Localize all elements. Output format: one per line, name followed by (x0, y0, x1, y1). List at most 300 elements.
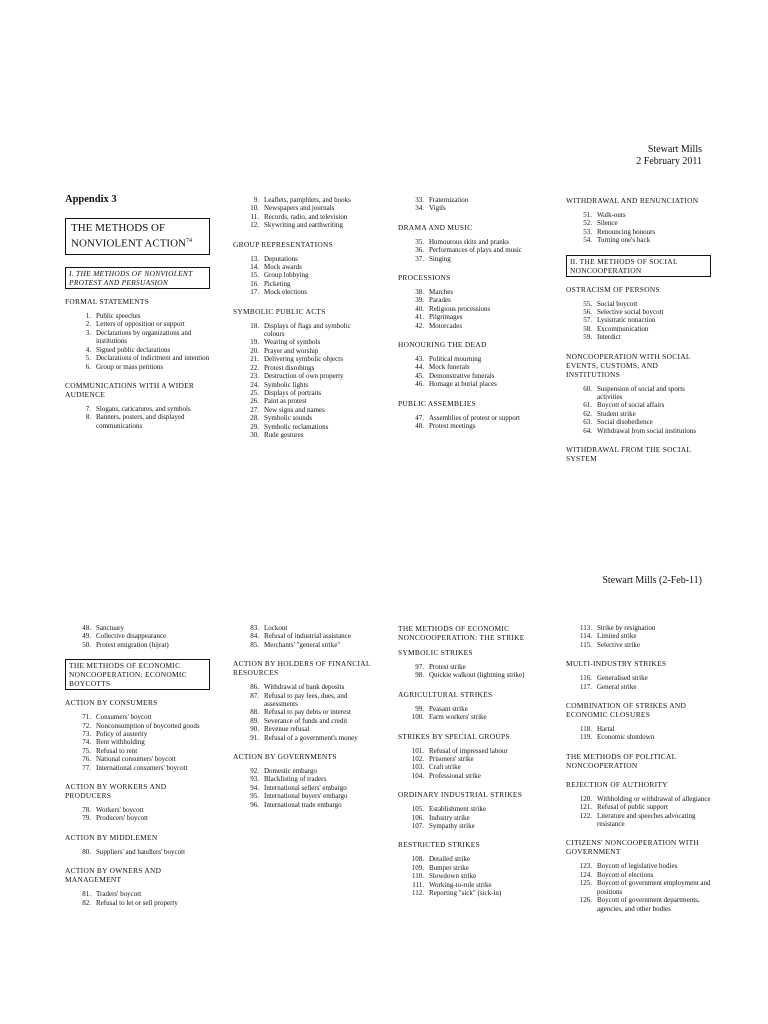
method-list (398, 288, 538, 330)
list-group-container (566, 285, 711, 473)
item-text: Sympathy strike (429, 822, 475, 831)
list-item (398, 855, 538, 863)
method-list (233, 255, 373, 297)
list-item (566, 228, 711, 236)
method-list (398, 663, 538, 680)
item-text: Boycott of elections (597, 870, 654, 879)
list-item (398, 805, 538, 813)
item-text: Fraternization (429, 196, 469, 204)
item-text: Severance of funds and credit (264, 716, 348, 725)
item-text: Political mourning (429, 355, 482, 364)
item-number: 41. (415, 313, 424, 322)
item-number: 61. (583, 401, 592, 410)
item-number: 111. (412, 880, 424, 889)
item-number: 58. (583, 324, 592, 333)
item-number: 14. (250, 263, 259, 272)
page1-column-1 (65, 196, 210, 440)
document-page-2 (0, 560, 768, 1024)
page2-column-2 (233, 624, 373, 819)
item-text: Symbolic reclamations (264, 422, 329, 431)
section-heading: WITHDRAWAL AND RENUNCIATION (566, 196, 699, 205)
item-text: Paint as protest (264, 397, 307, 406)
list-item (566, 427, 711, 435)
list-item (566, 624, 711, 632)
list-item (566, 812, 711, 829)
method-list (566, 862, 711, 912)
item-number: 108. (411, 855, 424, 864)
method-list (65, 624, 210, 649)
list-item (65, 738, 210, 746)
item-number: 117. (580, 682, 592, 691)
item-text: International consumers' boycott (96, 763, 188, 772)
method-list (233, 767, 373, 809)
item-text: Refusal to let or sell property (96, 898, 178, 907)
item-number: 42. (415, 321, 424, 330)
item-number: 38. (415, 288, 424, 297)
item-text: Quickie walkout (lightning strike) (429, 671, 525, 680)
page2-column-4 (566, 624, 711, 923)
list-item (566, 308, 711, 316)
item-number: 3. (85, 328, 91, 337)
item-number: 28. (250, 414, 259, 423)
list-item (566, 862, 711, 870)
list-item (233, 734, 373, 742)
list-item (65, 413, 210, 430)
item-text: Excommunication (597, 324, 649, 333)
item-number: 11. (250, 212, 259, 221)
list-item (566, 325, 711, 333)
item-text: Blacklisting of traders (264, 775, 327, 784)
item-number: 8. (85, 413, 91, 422)
list-item (398, 763, 538, 771)
list-item (398, 705, 538, 713)
section-heading: DRAMA AND MUSIC (398, 222, 473, 232)
list-item (65, 632, 210, 640)
list-item (233, 381, 373, 389)
item-number: 77. (82, 763, 91, 772)
item-text: Skywriting and earthwriting (264, 221, 343, 230)
item-number: 6. (85, 362, 91, 371)
list-item (398, 372, 538, 380)
list-item (566, 236, 711, 244)
section-heading: NONCOOPERATION WITH SOCIAL EVENTS, CUSTOMS, AND INSTITUTIONS (566, 351, 691, 379)
item-text: Group lobbying (264, 271, 309, 280)
item-text: Displays of portraits (264, 388, 322, 397)
item-number: 51. (583, 211, 592, 219)
item-text: Withdrawal of bank deposits (264, 683, 345, 692)
item-text: Newspapers and journals (264, 204, 335, 213)
section-heading: PROCESSIONS (398, 273, 451, 283)
item-text: Declarations of indictment and intention (96, 354, 210, 363)
item-text: Silence (597, 219, 618, 228)
section-heading: PUBLIC ASSEMBLIES (398, 398, 476, 408)
item-text: Vigils (429, 204, 446, 213)
list-item (233, 784, 373, 792)
method-list (233, 322, 373, 440)
item-text: Rent withholding (96, 738, 145, 747)
list-group-container (566, 211, 711, 245)
list-item (398, 355, 538, 363)
item-number: 27. (250, 405, 259, 414)
list-item (65, 806, 210, 814)
item-number: 104. (411, 771, 424, 780)
item-text: Prisoners' strike (429, 755, 474, 764)
method-list (398, 414, 538, 431)
item-text: Public speeches (96, 312, 141, 321)
item-number: 39. (415, 296, 424, 305)
section-heading: FORMAL STATEMENTS (65, 297, 150, 307)
section-heading: ACTION BY CONSUMERS (65, 698, 158, 708)
item-text: International sellers' embargo (264, 783, 347, 792)
method-list (398, 747, 538, 781)
list-item (65, 722, 210, 730)
list-item (398, 305, 538, 313)
item-number: 55. (583, 299, 592, 308)
method-list (566, 624, 711, 649)
list-item (65, 405, 210, 413)
item-text: Destruction of own property (264, 372, 344, 381)
item-text: Withholding or withdrawal of allegiance (597, 794, 711, 803)
item-number: 43. (415, 355, 424, 364)
item-text: Refusal of public support (597, 803, 668, 812)
item-text: Turning one's back (597, 236, 651, 245)
item-text: Collective disappearance (96, 632, 167, 641)
item-number: 2. (85, 320, 91, 329)
list-group-container (566, 624, 711, 913)
list-item (65, 320, 210, 328)
list-item (233, 683, 373, 691)
item-number: 89. (250, 716, 259, 725)
page1-column-4 (566, 196, 711, 537)
section-heading: COMBINATION OF STRIKES AND ECONOMIC CLOSURES (566, 701, 687, 720)
section-heading: ACTION BY WORKERS AND PRODUCERS (65, 782, 167, 801)
item-text: Refusal of industrial assistance (264, 632, 351, 641)
item-number: 9. (253, 196, 259, 204)
list-item (398, 663, 538, 671)
item-number: 124. (579, 870, 592, 879)
item-number: 123. (579, 862, 592, 871)
method-list (398, 355, 538, 389)
item-number: 13. (250, 254, 259, 263)
item-number: 105. (411, 805, 424, 814)
item-number: 4. (85, 345, 91, 354)
item-number: 106. (411, 813, 424, 822)
list-item (233, 221, 373, 229)
method-list (233, 196, 373, 230)
item-text: Mock awards (264, 263, 302, 272)
list-item (233, 692, 373, 709)
list-item (233, 801, 373, 809)
item-text: Student strike (597, 409, 636, 418)
item-number: 114. (580, 632, 592, 641)
item-number: 48. (82, 624, 91, 632)
item-text: Walk-outs (597, 211, 626, 219)
item-number: 15. (250, 271, 259, 280)
item-number: 24. (250, 380, 259, 389)
item-number: 52. (583, 219, 592, 228)
item-number: 94. (250, 783, 259, 792)
item-text: Records, radio, and television (264, 212, 348, 221)
item-number: 45. (415, 371, 424, 380)
item-number: 115. (580, 640, 592, 649)
item-number: 76. (82, 755, 91, 764)
item-text: Protest strike (429, 663, 466, 671)
item-number: 87. (250, 691, 259, 700)
list-item (398, 713, 538, 721)
item-number: 119. (580, 733, 592, 742)
list-item (398, 747, 538, 755)
list-item (233, 423, 373, 431)
item-text: Refusal to rent (96, 746, 138, 755)
section-heading: OSTRACISM OF PERSONS (566, 284, 660, 294)
item-number: 33. (415, 196, 424, 204)
item-number: 83. (250, 624, 259, 632)
section-heading: WITHDRAWAL FROM THE SOCIAL SYSTEM (566, 445, 691, 464)
item-number: 122. (579, 811, 592, 820)
method-list (566, 795, 711, 829)
item-number: 25. (250, 388, 259, 397)
item-number: 57. (583, 316, 592, 325)
list-item (398, 288, 538, 296)
item-text: Lockout (264, 624, 288, 632)
item-number: 118. (580, 725, 592, 734)
item-text: Letters of opposition or support (96, 320, 185, 329)
list-item (398, 864, 538, 872)
section-heading: THE METHODS OF ECONOMIC NONCOOOPERATION: THE STRIKE (398, 624, 525, 642)
item-number: 126. (579, 896, 592, 905)
method-list (566, 674, 711, 691)
item-text: Suppliers' and handlers' boycott (96, 847, 186, 856)
item-text: Marches (429, 288, 454, 297)
section-heading: HONOURING THE DEAD (398, 340, 487, 350)
section-title-box: II. THE METHODS OF SOCIAL NONCOOPERATION (566, 255, 711, 277)
item-number: 72. (82, 721, 91, 730)
list-item (566, 211, 711, 219)
list-item (233, 406, 373, 414)
item-text: General strike (597, 682, 637, 691)
section-heading: RESTRICTED STRIKES (398, 840, 480, 850)
list-item (566, 632, 711, 640)
item-number: 98. (415, 671, 424, 680)
list-item (233, 717, 373, 725)
item-text: Withdrawal from social institutions (597, 426, 697, 435)
list-item (398, 255, 538, 263)
item-text: Declarations by organizations and institutions (96, 328, 192, 346)
item-number: 23. (250, 372, 259, 381)
footnote-marker: 74 (185, 238, 192, 245)
list-item (233, 389, 373, 397)
item-text: Refusal to pay debts or interest (264, 708, 351, 717)
section-heading: MULTI-INDUSTRY STRIKES (566, 659, 667, 669)
item-number: 82. (82, 898, 91, 907)
list-item (398, 196, 538, 204)
item-text: Boycott of legislative bodies (597, 862, 678, 871)
list-item (233, 372, 373, 380)
main-title-box (65, 218, 210, 255)
section-heading: GROUP REPRESENTATIONS (233, 239, 334, 249)
item-number: 125. (579, 879, 592, 888)
item-text: Hartal (597, 725, 615, 734)
item-number: 86. (250, 683, 259, 692)
item-number: 109. (411, 863, 424, 872)
list-item (233, 271, 373, 279)
list-item (233, 213, 373, 221)
item-number: 10. (250, 204, 259, 213)
method-list (233, 683, 373, 742)
list-item (566, 674, 711, 682)
list-group-container (65, 297, 210, 430)
list-item (65, 363, 210, 371)
item-text: Nonconsumption of boycotted goods (96, 721, 200, 730)
list-item (233, 624, 373, 632)
list-item (233, 641, 373, 649)
item-text: Revenue refusal (264, 725, 310, 734)
list-item (566, 725, 711, 733)
item-text: Picketing (264, 279, 291, 288)
item-number: 71. (82, 713, 91, 722)
item-number: 112. (412, 889, 424, 898)
item-text: Selective social boycott (597, 308, 664, 317)
list-item (398, 822, 538, 830)
list-item (566, 418, 711, 426)
item-number: 50. (82, 640, 91, 649)
author-name: Stewart Mills (647, 144, 702, 155)
item-number: 103. (411, 763, 424, 772)
item-number: 5. (85, 354, 91, 363)
item-number: 75. (82, 746, 91, 755)
method-list (65, 806, 210, 823)
item-number: 79. (82, 814, 91, 823)
list-item (398, 313, 538, 321)
method-list (398, 805, 538, 830)
item-text: Peasant strike (429, 704, 468, 713)
item-text: Workers' boycott (96, 806, 144, 815)
list-item (65, 730, 210, 738)
item-text: Refusal of a government's money (264, 733, 358, 742)
method-list (65, 312, 210, 371)
section-heading: ACTION BY MIDDLEMEN (65, 832, 158, 842)
item-text: Parades (429, 296, 451, 305)
item-text: Selective strike (597, 640, 640, 649)
item-text: Protest meetings (429, 422, 476, 431)
item-text: Humourous skits and pranks (429, 237, 509, 246)
list-item (398, 755, 538, 763)
item-number: 35. (415, 237, 424, 246)
list-item (233, 431, 373, 439)
page1-column-2 (233, 196, 373, 449)
item-number: 91. (250, 733, 259, 742)
section-heading: SYMBOLIC PUBLIC ACTS (233, 306, 326, 316)
list-item (233, 263, 373, 271)
list-item (566, 385, 711, 402)
item-number: 16. (250, 279, 259, 288)
item-number: 7. (85, 404, 91, 413)
list-item (566, 410, 711, 418)
method-list (566, 211, 711, 245)
list-item (566, 401, 711, 409)
item-number: 56. (583, 308, 592, 317)
method-list (566, 385, 711, 435)
list-item (65, 354, 210, 362)
author-date: Stewart Mills (2-Feb-11) (602, 575, 702, 586)
list-group-container (398, 196, 538, 431)
list-item (65, 329, 210, 346)
list-item (566, 879, 711, 896)
list-item (398, 889, 538, 897)
item-text: Symbolic lights (264, 380, 309, 389)
method-list (398, 238, 538, 263)
item-text: Craft strike (429, 763, 461, 772)
section-title-box: THE METHODS OF ECONOMIC NONCOOPERATION: ECONOMIC BOYCOTTS (65, 659, 210, 690)
item-text: Limited strike (597, 632, 637, 641)
method-list (233, 624, 373, 649)
item-text: Industry strike (429, 813, 470, 822)
list-group-container (65, 698, 210, 907)
document-date: 2 February 2011 (636, 156, 702, 167)
item-number: 102. (411, 755, 424, 764)
item-number: 19. (250, 338, 259, 347)
item-number: 120. (579, 794, 592, 803)
page2-column-3 (398, 624, 538, 908)
list-item (398, 380, 538, 388)
list-item (65, 641, 210, 649)
section-heading: SYMBOLIC STRIKES (398, 648, 473, 657)
item-text: Literature and speeches advocating resistance (597, 811, 696, 829)
list-item (398, 772, 538, 780)
item-text: Renouncing honours (597, 227, 656, 236)
item-number: 93. (250, 775, 259, 784)
section-heading: COMMUNICATIONS WITH A WIDER AUDIENCE (65, 380, 195, 399)
section-title-box: I. THE METHODS OF NONVIOLENT PROTEST AND PERSUASION (65, 267, 210, 289)
item-number: 53. (583, 227, 592, 236)
section-heading: THE METHODS OF POLITICAL NONCOOPERATION (566, 751, 677, 770)
item-number: 64. (583, 426, 592, 435)
section-heading: CITIZENS' NONCOOPERATION WITH GOVERNMENT (566, 838, 700, 857)
list-item (398, 814, 538, 822)
item-text: Policy of austerity (96, 730, 148, 739)
list-item (566, 300, 711, 308)
item-number: 29. (250, 422, 259, 431)
item-number: 34. (415, 204, 424, 213)
list-item (566, 896, 711, 913)
item-text: Rude gestures (264, 430, 304, 439)
section-heading: ACTION BY OWNERS AND MANAGEMENT (65, 866, 162, 885)
list-item (65, 755, 210, 763)
item-number: 78. (82, 806, 91, 815)
list-item (233, 414, 373, 422)
item-text: Farm workers' strike (429, 713, 487, 722)
section-heading: REJECTION OF AUTHORITY (566, 779, 668, 789)
item-text: Social disobedience (597, 418, 653, 427)
item-text: Wearing of symbols (264, 338, 321, 347)
method-list (65, 713, 210, 772)
list-item (233, 338, 373, 346)
item-text: Prayer and worship (264, 346, 319, 355)
list-item (566, 641, 711, 649)
item-text: Mock elections (264, 288, 307, 297)
item-text: Reporting "sick" (sick-in) (429, 889, 502, 898)
item-text: Pilgrimages (429, 313, 463, 322)
list-item (65, 346, 210, 354)
item-number: 63. (583, 418, 592, 427)
item-text: Protest disrobings (264, 363, 315, 372)
item-text: Consumers' boycott (96, 713, 152, 722)
item-number: 59. (583, 333, 592, 342)
list-item (233, 397, 373, 405)
item-number: 100. (411, 713, 424, 722)
item-text: Working-to-rule strike (429, 880, 492, 889)
list-item (65, 814, 210, 822)
